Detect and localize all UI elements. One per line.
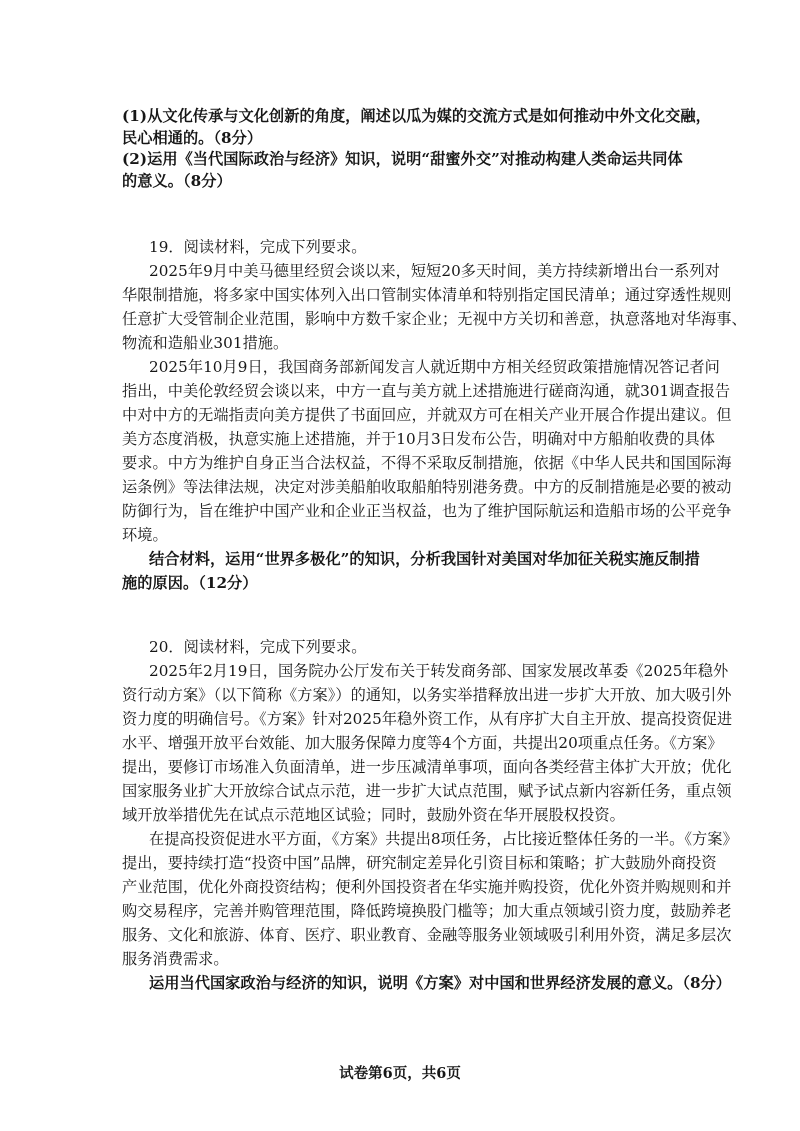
q20-para2-line: 服务消费需求。 xyxy=(122,950,229,968)
q20-para1-line: 域开放举措优先在试点示范地区试验；同时，鼓励外资在华开展股权投资。 xyxy=(122,806,625,824)
q20-para1-line: 国家服务业扩大开放综合试点示范，进一步扩大试点范围，赋予试点新内容新任务，重点领 xyxy=(122,782,732,800)
q20-para1-line: 提出，要修订市场准入负面清单，进一步压减清单事项，面向各类经营主体扩大开放；优化 xyxy=(122,758,732,776)
q18-sub1-line2: 民心相通的。（8分） xyxy=(122,129,263,147)
q20-para2-line: 购交易程序，完善并购管理范围，降低跨境换股门槛等；加大重点领域引资力度，鼓励养老 xyxy=(122,902,732,920)
q20-question: 运用当代国家政治与经济的知识，说明《方案》对中国和世界经济发展的意义。（8分） xyxy=(149,974,732,992)
q20-para2-line: 在提高投资促进水平方面，《方案》共提出8项任务，占比接近整体任务的一半。《方案》 xyxy=(149,830,738,848)
q20-para1-line: 资行动方案》（以下简称《方案》）的通知，以务实举措释放出进一步扩大开放、加大吸引外 xyxy=(122,686,732,704)
q19-para1-line: 2025年9月中美马德里经贸会谈以来，短短20多天时间，美方持续新增出台一系列对 xyxy=(149,262,720,280)
q19-para2-line: 要求。中方为维护自身正当合法权益，不得不采取反制措施，依据《中华人民共和国国际海 xyxy=(122,454,732,472)
q19-para1-line: 任意扩大受管制企业范围，影响中方数千家企业；无视中方关切和善意，执意落地对华海事、 xyxy=(122,310,747,328)
q19-para2-line: 中对中方的无端指责向美方提供了书面回应，并就双方可在相关产业开展合作提出建议。但 xyxy=(122,406,732,424)
page-footer: 试卷第6页，共6页 xyxy=(339,1065,461,1082)
q18-sub1-line1: (1)从文化传承与文化创新的角度，阐述以瓜为媒的交流方式是如何推动中外文化交融， xyxy=(122,107,711,125)
q19-question-line1: 结合材料，运用“世界多极化”的知识，分析我国针对美国对华加征关税实施反制措 xyxy=(149,550,700,568)
q20-para2-line: 产业范围，优化外商投资结构；便利外国投资者在华实施并购投资，优化外资并购规则和并 xyxy=(122,878,732,896)
q20-heading: 20．阅读材料，完成下列要求。 xyxy=(149,638,367,656)
q20-para1-line: 资力度的明确信号。《方案》针对2025年稳外资工作，从有序扩大自主开放、提高投资促进 xyxy=(122,710,733,728)
q20-para2-line: 提出，要持续打造“投资中国”品牌，研究制定差异化引资目标和策略；扩大鼓励外商投资 xyxy=(122,854,717,872)
q19-question-line2: 施的原因。（12分） xyxy=(122,574,258,592)
q19-para2-line: 美方态度消极，执意实施上述措施，并于10月3日发布公告，明确对中方船舶收费的具体 xyxy=(122,430,715,448)
q18-sub2-line1: (2)运用《当代国际政治与经济》知识，说明“甜蜜外交”对推动构建人类命运共同体 xyxy=(122,150,683,168)
q20-para1-line: 2025年2月19日，国务院办公厅发布关于转发商务部、国家发展改革委《2025年稳外 xyxy=(149,662,729,680)
q19-para2-line: 指出，中美伦敦经贸会谈以来，中方一直与美方就上述措施进行磋商沟通，就301调查报告 xyxy=(122,382,731,400)
q19-para2-line: 防御行为，旨在维护中国产业和企业正当权益，也为了维护国际航运和造船市场的公平竞争 xyxy=(122,502,732,520)
q18-sub2-line2: 的意义。（8分） xyxy=(122,172,232,190)
q20-para1-line: 水平、增强开放平台效能、加大服务保障力度等4个方面，共提出20项重点任务。《方案》 xyxy=(122,734,723,752)
q19-para2-line: 2025年10月9日，我国商务部新闻发言人就近期中方相关经贸政策措施情况答记者问 xyxy=(149,358,720,376)
q19-heading: 19．阅读材料，完成下列要求。 xyxy=(149,238,367,256)
q20-para2-line: 服务、文化和旅游、体育、医疗、职业教育、金融等服务业领域吸引利用外资，满足多层次 xyxy=(122,926,732,944)
q19-para1-line: 物流和造船业301措施。 xyxy=(122,334,289,352)
q19-para2-line: 运条例》等法律法规，决定对涉美船舶收取船舶特别港务费。中方的反制措施是必要的被动 xyxy=(122,478,732,496)
q19-para2-line: 环境。 xyxy=(122,526,168,544)
q19-para1-line: 华限制措施，将多家中国实体列入出口管制实体清单和特别指定国民清单；通过穿透性规则 xyxy=(122,286,732,304)
